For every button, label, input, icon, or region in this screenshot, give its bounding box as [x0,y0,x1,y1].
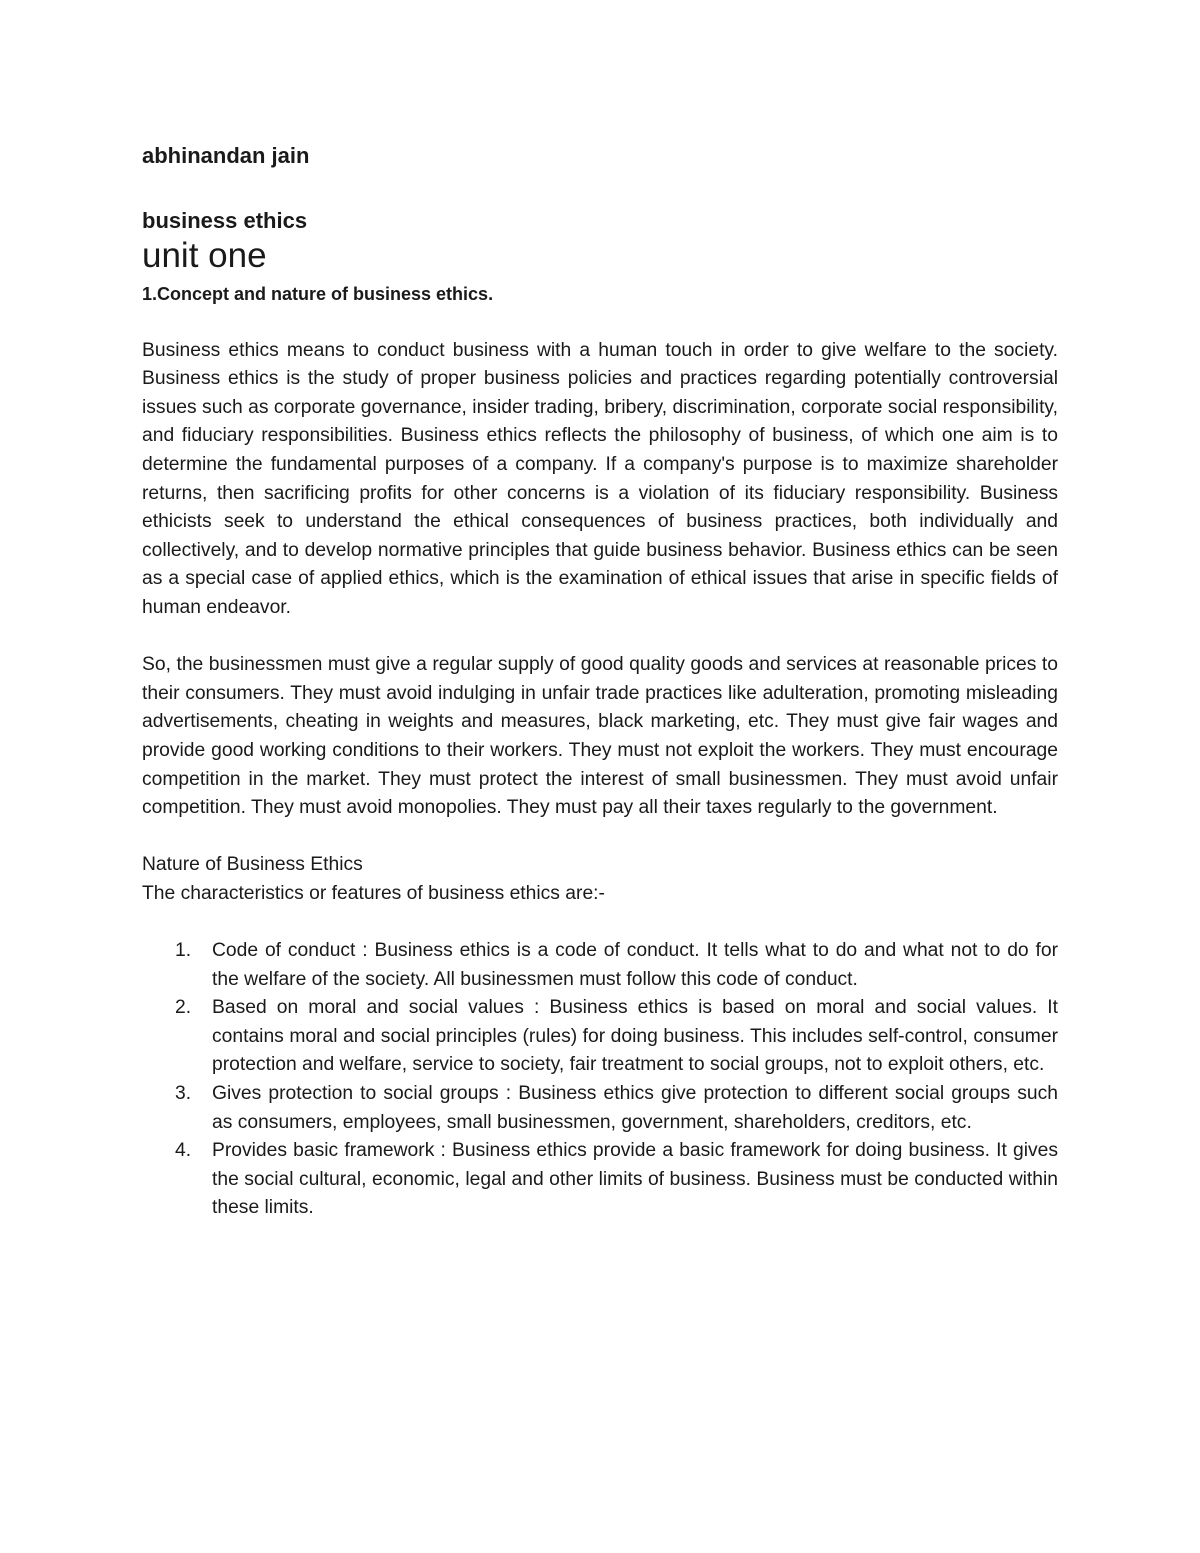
features-list [142,937,1058,1223]
list-number: 1. [175,940,192,962]
list-number: 4. [175,1140,192,1162]
spacer [142,623,1058,652]
paragraph: Business ethics means to conduct business with a human touch in order to give welfare to the society. Business ethics is the study of proper business policies and practices regarding potentially controversial issues such as corporate governance, insider trading, bribery, discrimination, corporate social responsibility, and fiduciary responsibilities. Business ethics reflects the philosophy of business, of which one aim is to determine the fundamental purposes of a company. If a company's purpose is to maximize shareholder returns, then sacrificing profits for other concerns is a violation of its fiduciary responsibility. Business ethicists seek to understand the ethical consequences of business practices, both individually and collectively, and to develop normative principles that guide business behavior. Business ethics can be seen as a special case of applied ethics, which is the examination of ethical issues that arise in specific fields of human endeavor. [142,339,1058,618]
author-name: abhinandan jain [142,143,310,168]
unit-heading: unit one [142,236,267,275]
nature-intro: The characteristics or features of business ethics are:- [142,882,605,904]
spacer [142,908,1058,937]
list-number: 3. [175,1083,192,1105]
paragraph: So, the businessmen must give a regular supply of good quality goods and services at reasonable prices to their consumers. They must avoid indulging in unfair trade practices like adulteration, promoting misleading advertisements, cheating in weights and measures, black marketing, etc. They must give fair wages and provide good working conditions to their workers. They must not exploit the workers. They must encourage competition in the market. They must protect the interest of small businessmen. They must avoid unfair competition. They must avoid monopolies. They must pay all their taxes regularly to the government. [142,654,1058,819]
nature-heading: Nature of Business Ethics [142,854,363,876]
list-item [142,937,1058,994]
document-page [142,138,1058,1223]
list-item-text: Based on moral and social values : Business ethics is based on moral and social values. It contains moral and social principles (rules) for doing business. This includes self-control, consumer protection and welfare, service to society, fair treatment to social groups, not to exploit others, etc. [212,997,1058,1076]
list-item [142,1137,1058,1223]
list-number: 2. [175,997,192,1019]
list-item [142,994,1058,1080]
list-item-text: Provides basic framework : Business ethics provide a basic framework for doing business. It gives the social cultural, economic, legal and other limits of business. Business must be conducted within these limits. [212,1140,1058,1219]
spacer [142,174,1058,206]
list-item-text: Gives protection to social groups : Business ethics give protection to different social groups such as consumers, employees, small businessmen, government, shareholders, creditors, etc. [212,1083,1058,1133]
spacer [142,823,1058,852]
section-title: 1.Concept and nature of business ethics. [142,284,494,304]
list-item [142,1080,1058,1137]
spacer [142,308,1058,337]
list-item-text: Code of conduct : Business ethics is a code of conduct. It tells what to do and what not to do for the welfare of the society. All businessmen must follow this code of conduct. [212,940,1058,990]
subject-title: business ethics [142,208,308,233]
